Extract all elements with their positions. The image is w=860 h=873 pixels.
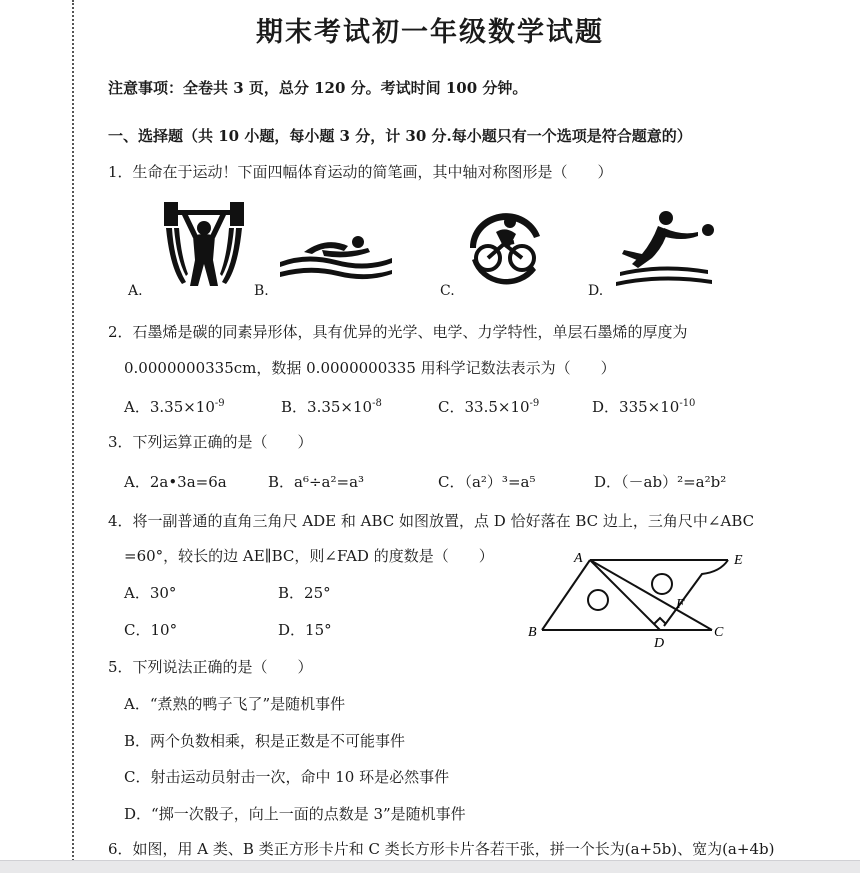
q2-option-b-text: B．3.35×10	[281, 398, 373, 416]
label-c: C	[714, 625, 724, 640]
volleyball-icon	[612, 206, 716, 292]
q3-option-a: A．2a•3a=6a	[124, 473, 227, 491]
edge-ac	[590, 560, 712, 630]
edge-ef	[664, 560, 728, 626]
q1-option-a-label: A.	[128, 283, 143, 299]
q1-option-d-label: D.	[588, 283, 604, 299]
q1-option-b-label: B.	[254, 283, 269, 299]
label-a: A	[574, 551, 583, 566]
weightlifting-icon	[160, 198, 248, 288]
exam-title: 期末考试初一年级数学试题	[256, 17, 604, 48]
swimming-icon	[276, 232, 396, 284]
question-1-stem: 1．生命在于运动！下面四幅体育运动的简笔画，其中轴对称图形是（ ）	[108, 163, 613, 181]
edge-ab	[542, 560, 590, 630]
q3-option-c: C．（a²）³=a⁵	[438, 473, 536, 491]
q5-option-b: B．两个负数相乘，积是正数是不可能事件	[124, 732, 406, 750]
q4-option-d: D．15°	[278, 621, 332, 639]
q2-option-a	[124, 396, 225, 417]
q2-option-b	[281, 396, 382, 417]
q2-option-d-text: D．335×10	[592, 398, 680, 416]
q4-option-a: A．30°	[124, 584, 177, 602]
label-b: B	[528, 625, 537, 640]
hole-right	[652, 574, 672, 594]
q5-option-d: D．“掷一次骰子，向上一面的点数是 3”是随机事件	[124, 805, 466, 823]
q2-option-c	[438, 396, 539, 417]
right-angle-mark	[654, 618, 666, 624]
triangle-figure	[524, 548, 764, 652]
label-d: D	[654, 636, 665, 651]
q3-option-b: B．a⁶÷a²=a³	[268, 473, 365, 491]
q2-option-b-exp: -8	[372, 398, 382, 409]
q3-option-d: D．（－ab）²=a²b²	[594, 473, 727, 491]
q2-option-a-exp: -9	[214, 398, 225, 409]
q5-option-a: A．“煮熟的鸭子飞了”是随机事件	[124, 695, 346, 713]
viewer-bottom-bar	[0, 860, 860, 873]
label-f: F	[676, 597, 685, 612]
question-3-stem: 3．下列运算正确的是（ ）	[108, 433, 313, 451]
question-5-stem: 5．下列说法正确的是（ ）	[108, 658, 313, 676]
question-4-stem-line2: =60°，较长的边 AE∥BC，则∠FAD 的度数是（ ）	[124, 547, 494, 565]
q2-option-c-exp: -9	[529, 398, 540, 409]
q2-option-a-text: A．3.35×10	[124, 398, 215, 416]
q2-option-c-text: C．33.5×10	[438, 398, 530, 416]
question-2-stem-line1: 2．石墨烯是碳的同素异形体，具有优异的光学、电学、力学特性，单层石墨烯的厚度为	[108, 323, 688, 341]
section-heading: 一、选择题（共 10 小题，每小题 3 分，计 30 分.每小题只有一个选项是符合题意的）	[108, 127, 692, 145]
label-e: E	[734, 553, 743, 568]
q2-option-d-exp: -10	[679, 398, 696, 409]
binding-dotted-line	[72, 0, 74, 872]
question-6-stem: 6．如图，用 A 类、B 类正方形卡片和 C 类长方形卡片各若干张，拼一个长为(a+5b)、宽为(a+4b)	[108, 840, 775, 858]
q1-option-c-label: C.	[440, 283, 455, 299]
cycling-icon	[462, 208, 548, 288]
notice-text: 注意事项：全卷共 3 页，总分 120 分。考试时间 100 分钟。	[108, 79, 528, 97]
q2-option-d	[592, 396, 695, 417]
question-2-stem-line2: 0.0000000335cm，数据 0.0000000335 用科学记数法表示为（ ）	[124, 359, 616, 377]
question-4-stem-line1: 4．将一副普通的直角三角尺 ADE 和 ABC 如图放置，点 D 恰好落在 BC 边上，三角尺中∠ABC	[108, 512, 755, 530]
q4-option-b: B．25°	[278, 584, 331, 602]
q4-option-c: C．10°	[124, 621, 178, 639]
q5-option-c: C．射击运动员射击一次，命中 10 环是必然事件	[124, 768, 450, 786]
hole-left	[588, 590, 608, 610]
